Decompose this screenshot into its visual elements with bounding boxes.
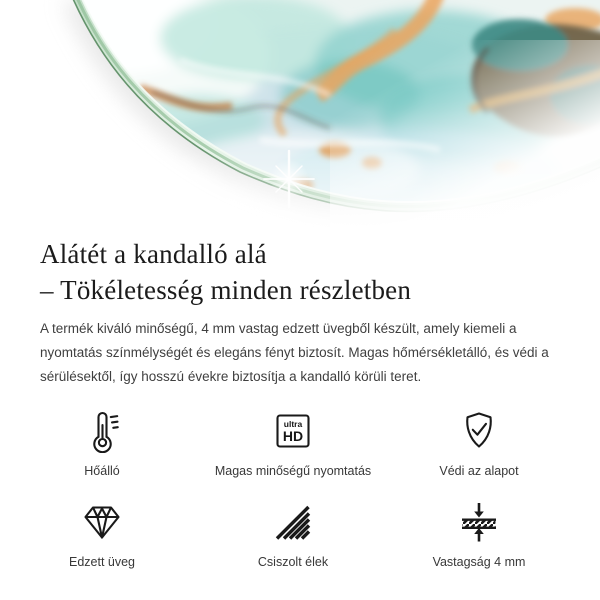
section-title: [40, 236, 560, 308]
feature-label: Hőálló: [84, 464, 120, 478]
beveled-edges-icon: [271, 498, 315, 546]
feature-label: Csiszolt élek: [257, 555, 329, 569]
diamond-icon: [80, 498, 124, 546]
section-title-line2: – Tökéletesség minden részletben: [40, 275, 412, 305]
hd-text: HD: [282, 428, 304, 444]
feature-label: Magas minőségű nyomtatás: [214, 464, 372, 478]
feature-label: Védi az alapot: [439, 464, 519, 478]
thermometer-icon: [80, 407, 124, 455]
feature-label: Edzett üveg: [68, 555, 135, 569]
product-description: A termék kiváló minőségű, 4 mm vastag edzett üvegből készült, amely kiemeli a nyomtatás színmélységét és elegáns fényt biztosít. Magas hőmérsékletálló, és védi a sérülésektől, így hosszú évekre biztosítja a kandalló körüli teret.: [40, 321, 549, 384]
shield-check-icon: [457, 407, 501, 455]
marble-glass-illustration: [0, 0, 600, 232]
feature-tempered-glass: [40, 498, 164, 569]
feature-grid: [40, 407, 600, 569]
feature-heat-resistant: [40, 407, 164, 478]
ultra-hd-icon: [271, 407, 315, 455]
feature-protects-base: [422, 407, 536, 478]
section-title-line1: Alátét a kandalló alá: [40, 239, 267, 269]
ultra-text: ultra: [283, 419, 303, 429]
feature-label: Vastagság 4 mm: [432, 555, 526, 569]
feature-polished-edges: [164, 498, 422, 569]
feature-print-quality: [164, 407, 422, 478]
product-image: [0, 0, 600, 232]
thickness-icon: [457, 498, 501, 546]
feature-thickness: [422, 498, 536, 569]
